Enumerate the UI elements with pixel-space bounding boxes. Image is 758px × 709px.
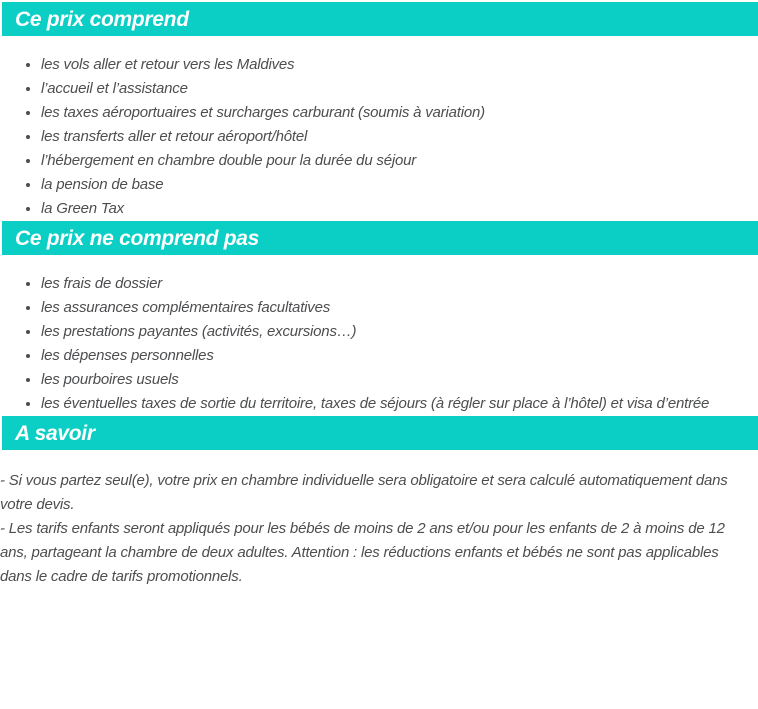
price-included-list	[0, 53, 758, 221]
paragraph: - Les tarifs enfants seront appliqués pour les bébés de moins de 2 ans et/ou pour les enfants de 2 à moins de 12 ans, partageant la chambre de deux adultes. Attention : les réductions enfants et bébés ne sont pas applicables dans le cadre de tarifs promotionnels.	[0, 520, 725, 585]
list-item: • les taxes aéroportuaires et surcharges carburant (soumis à variation)	[41, 101, 748, 125]
list-item: • les vols aller et retour vers les Maldives	[41, 53, 748, 77]
price-not-included-list	[0, 272, 758, 416]
price-details-page	[0, 2, 758, 709]
list-item: • l’hébergement en chambre double pour la durée du séjour	[41, 149, 748, 173]
section-header-price-not-included	[2, 221, 758, 255]
section-title: Ce prix ne comprend pas	[15, 226, 260, 250]
section-price-not-included	[0, 221, 758, 416]
section-good-to-know	[0, 416, 758, 589]
section-header-price-included	[2, 2, 758, 36]
list-item: • les dépenses personnelles	[41, 344, 748, 368]
list-item: • les assurances complémentaires facultatives	[41, 296, 748, 320]
paragraph: - Si vous partez seul(e), votre prix en chambre individuelle sera obligatoire et sera calculé automatiquement dans votre devis.	[0, 472, 728, 513]
list-item: • les transferts aller et retour aéroport/hôtel	[41, 125, 748, 149]
list-item: • la pension de base	[41, 173, 748, 197]
list-item: • les éventuelles taxes de sortie du territoire, taxes de séjours (à régler sur place à l’hôtel) et visa d’entrée	[41, 392, 748, 416]
section-title: A savoir	[15, 421, 95, 445]
list-item: • les prestations payantes (activités, excursions…)	[41, 320, 748, 344]
section-price-included	[0, 2, 758, 221]
good-to-know-notes	[0, 469, 758, 589]
list-item: • les frais de dossier	[41, 272, 748, 296]
list-item: • les pourboires usuels	[41, 368, 748, 392]
list-item: • la Green Tax	[41, 197, 748, 221]
section-title: Ce prix comprend	[15, 7, 189, 31]
list-item: • l’accueil et l’assistance	[41, 77, 748, 101]
section-header-good-to-know	[2, 416, 758, 450]
